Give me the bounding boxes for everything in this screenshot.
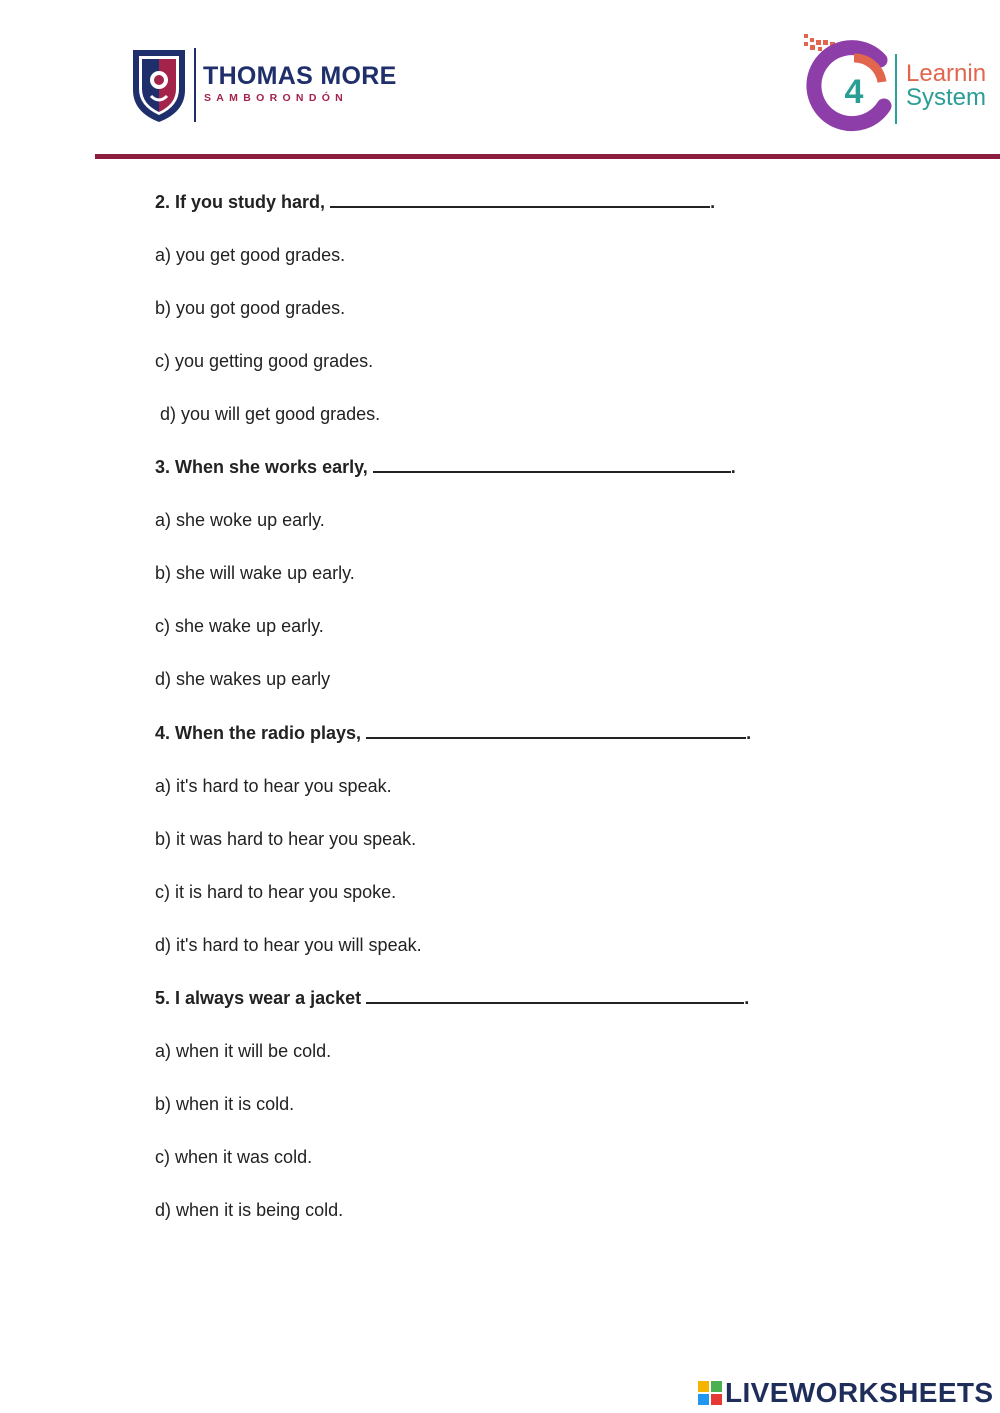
option-text: you get good grades. (176, 245, 346, 265)
option-5d[interactable] (155, 1199, 343, 1221)
option-letter: d) (160, 404, 177, 424)
learning-system-emblem-icon (800, 32, 900, 132)
question-number: 4. (155, 723, 171, 743)
option-letter: c) (155, 351, 170, 371)
school-location: SAMBORONDÓN (204, 92, 349, 104)
liveworksheets-watermark (698, 1378, 994, 1408)
option-letter: a) (155, 245, 172, 265)
option-5c[interactable] (155, 1146, 312, 1168)
question-end: . (730, 457, 736, 477)
school-name: THOMAS MORE (203, 62, 397, 90)
option-letter: a) (155, 776, 172, 796)
question-end: . (746, 723, 752, 743)
liveworksheets-icon (698, 1381, 722, 1405)
option-5b[interactable] (155, 1093, 294, 1115)
option-text: it is hard to hear you spoke. (175, 882, 397, 902)
option-text: it was hard to hear you speak. (176, 829, 417, 849)
option-letter: a) (155, 1041, 172, 1061)
option-letter: b) (155, 298, 172, 318)
option-text: she wakes up early (176, 669, 331, 689)
option-4d[interactable] (155, 934, 422, 956)
option-text: when it will be cold. (176, 1041, 332, 1061)
question-number: 2. (155, 192, 171, 212)
logo-divider (895, 54, 897, 124)
system-name-line-2: System (906, 84, 987, 111)
option-3d[interactable] (155, 668, 330, 690)
learning-system-logo (800, 32, 1000, 132)
option-4a[interactable] (155, 775, 392, 797)
system-name-line-1: Learnin (906, 60, 987, 87)
answer-blank[interactable] (330, 191, 710, 208)
question-end: . (744, 988, 750, 1008)
option-letter: d) (155, 1200, 172, 1220)
answer-blank[interactable] (373, 456, 731, 473)
option-2b[interactable] (155, 297, 345, 319)
option-text: you will get good grades. (181, 404, 381, 424)
logo-divider (194, 48, 196, 122)
question-5 (155, 987, 749, 1009)
shield-icon (130, 46, 188, 124)
option-text: when it is cold. (176, 1094, 295, 1114)
page-header (0, 0, 1000, 160)
option-3b[interactable] (155, 562, 355, 584)
question-stem: I always wear a jacket (175, 988, 362, 1008)
option-text: you got good grades. (176, 298, 346, 318)
option-text: when it was cold. (175, 1147, 313, 1167)
answer-blank[interactable] (366, 722, 746, 739)
option-letter: c) (155, 616, 170, 636)
option-letter: d) (155, 669, 172, 689)
question-3 (155, 456, 736, 478)
question-2 (155, 191, 715, 213)
option-letter: d) (155, 935, 172, 955)
option-letter: a) (155, 510, 172, 530)
question-stem: When the radio plays, (175, 723, 362, 743)
question-stem: When she works early, (175, 457, 368, 477)
option-text: she wake up early. (175, 616, 324, 636)
question-stem: If you study hard, (175, 192, 326, 212)
option-text: she will wake up early. (176, 563, 355, 583)
option-3c[interactable] (155, 615, 324, 637)
option-4c[interactable] (155, 881, 396, 903)
answer-blank[interactable] (366, 987, 744, 1004)
question-4 (155, 722, 751, 744)
question-number: 5. (155, 988, 171, 1008)
option-2d[interactable] (160, 403, 380, 425)
option-text: it's hard to hear you speak. (176, 776, 392, 796)
option-letter: b) (155, 563, 172, 583)
option-letter: c) (155, 882, 170, 902)
system-logo-mark: 4 (844, 73, 864, 111)
option-text: when it is being cold. (176, 1200, 344, 1220)
option-letter: b) (155, 1094, 172, 1114)
thomas-more-logo (130, 46, 397, 124)
option-4b[interactable] (155, 828, 416, 850)
option-3a[interactable] (155, 509, 325, 531)
option-text: it's hard to hear you will speak. (176, 935, 422, 955)
option-letter: b) (155, 829, 172, 849)
option-2a[interactable] (155, 244, 345, 266)
option-text: she woke up early. (176, 510, 325, 530)
option-letter: c) (155, 1147, 170, 1167)
header-rule (95, 154, 1000, 159)
option-5a[interactable] (155, 1040, 331, 1062)
option-text: you getting good grades. (175, 351, 374, 371)
liveworksheets-brand: LIVEWORKSHEETS (725, 1377, 994, 1408)
question-end: . (710, 192, 716, 212)
option-2c[interactable] (155, 350, 373, 372)
question-number: 3. (155, 457, 171, 477)
